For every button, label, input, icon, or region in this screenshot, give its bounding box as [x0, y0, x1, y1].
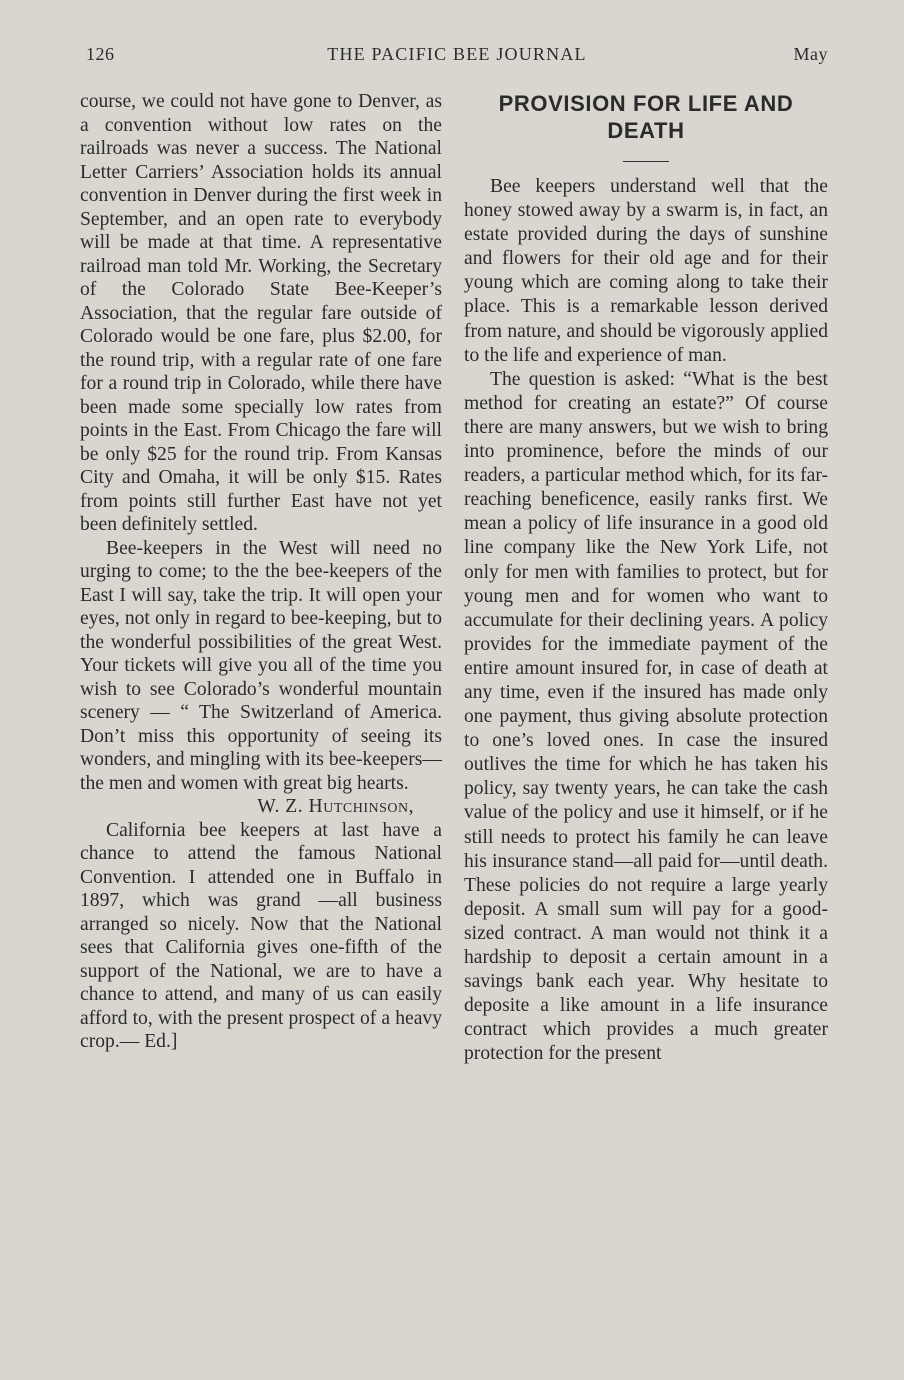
- issue-month: May: [793, 44, 828, 64]
- headline-line-2: DEATH: [607, 118, 685, 143]
- article-headline: [464, 90, 828, 144]
- page-number: 126: [86, 44, 115, 64]
- right-paragraph-1: Bee keepers understand well that the honey stowed away by a swarm is, in fact, an estate provided during the days of sunshine and flowers for their old age and for their young which are coming along to take their place. This is a remarkable lesson derived from nature, and should be vigorously applied to the life and experience of man.: [464, 176, 828, 366]
- right-column: [464, 90, 828, 1066]
- right-paragraph-2: The question is asked: “What is the best method for creating an estate?” Of course there are many answers, but we wish to bring into prominence, before the minds of our readers, a particular method which, for its far-reaching beneficence, easily ranks first. We mean a policy of life insurance in a good old line company like the New York Life, not only for men with families to protect, but for young men and for women who want to accumulate for their declining years. A policy provides for the immediate payment of the entire amount insured for, in case of death at any time, even if the insured has made only one payment, thus giving absolute protection to one’s loved ones. In case the insured outlives the time for which he has taken his policy, say twenty years, he can take the cash value of the policy and use it himself, or if he still needs to protect his family he can leave his insurance stand—all paid for—until death. These policies do not require a large yearly deposit. A small sum will pay for a good-sized contract. A man would not think it a hardship to deposit a certain amount in a savings bank each year. Why hesitate to deposite a like amount in a life insurance contract which provides a much greater protection for the present: [464, 368, 828, 1065]
- running-header: [86, 44, 828, 66]
- headline-line-1: PROVISION FOR LIFE AND: [498, 91, 794, 116]
- left-column: [80, 90, 442, 1054]
- author-signature: W. Z. Hutchinson,: [257, 796, 414, 817]
- left-paragraph-2: Bee-keepers in the West will need no urging to come; to the the bee-keepers of the East I will say, take the trip. It will open your eyes, not only in regard to bee-keeping, but to the wonderful possibilities of the great West. Your tickets will give you all of the time you wish to see Colorado’s wonderful mountain scenery — “ The Switzerland of America. Don’t miss this opportunity of seeing its wonders, and mingling with its bee-keepers—the men and women with great big hearts.: [80, 537, 442, 794]
- journal-title: THE PACIFIC BEE JOURNAL: [327, 44, 587, 64]
- left-paragraph-3: California bee keepers at last have a chance to attend the famous National Convention. I attended one in Buffalo in 1897, which was grand —all business arranged so nicely. Now that the National sees that California gives one-fifth of the support of the National, we are to have a chance to attend, and many of us can easily afford to, with the present prospect of a heavy crop.— Ed.]: [80, 819, 442, 1052]
- left-paragraph-1: course, we could not have gone to Denver, as a convention without low rates on the railroads was never a success. The National Letter Carriers’ Association holds its annual convention in Denver during the first week in September, and an open rate to everybody will be made at that time. A representative railroad man told Mr. Working, the Secretary of the Colorado State Bee-Keeper’s Association, that the regular fare outside of Colorado would be one fare, plus $2.00, for the round trip, with a regular rate of one fare for a round trip in Colorado, while there have been made some specially low rates from points in the East. From Chicago the fare will be only $25 for the round trip. From Kansas City and Omaha, it will be only $15. Rates from points still further East have not yet been definitely settled.: [80, 91, 442, 535]
- headline-divider: [623, 161, 669, 162]
